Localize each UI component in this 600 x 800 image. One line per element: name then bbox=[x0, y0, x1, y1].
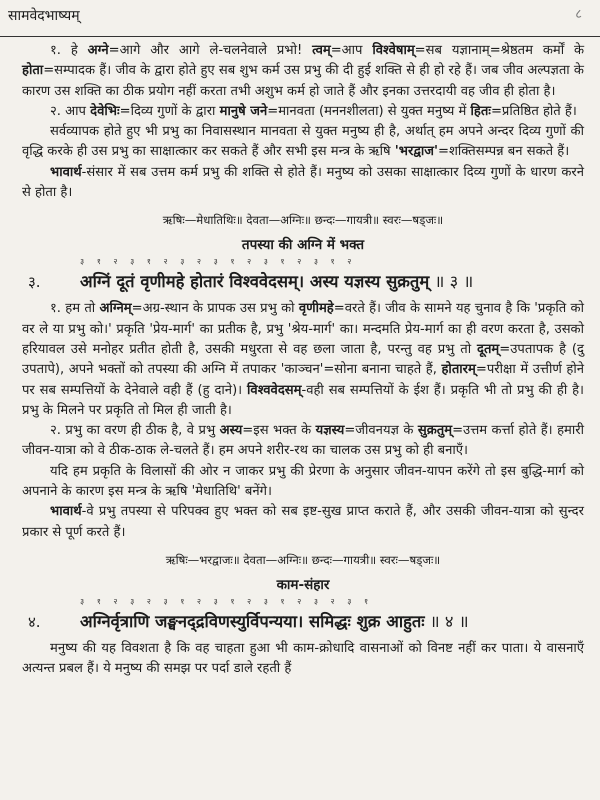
mantra-3 bbox=[22, 255, 584, 299]
paragraph-1: १. हे अग्ने=आगे और आगे ले-चलनेवाले प्रभो! त्वम्=आप विश्वेषाम्=सब यज्ञानाम्=श्रेष्ठतम कर्मों के होता=सम्पादक हैं। जीव के द्वारा होते हुए सब शुभ कर्म उस प्रभु की दी हुई शक्ति से ही हो रहे हैं। जब जीव अल्पज्ञता के कारण उस शक्ति का ठीक प्रयोग नहीं करता तभी अशुभ कर्म हो जाते हैं और इनका उत्तरदायी वह जीव ही होता है। bbox=[22, 43, 585, 99]
section-heading-1: तपस्या की अग्नि में भक्त bbox=[241, 237, 365, 254]
running-title: सामवेदभाष्यम् bbox=[8, 8, 80, 24]
page-number: ८ bbox=[575, 7, 582, 22]
paragraph-6: २. प्रभु का वरण ही ठीक है, वे प्रभु अस्य=इस भक्त के यज्ञस्य=जीवनयज्ञ के सुक्रतुम्=उत्तम कर्त्ता होते हैं। हमारी जीवन-यात्रा को वे ठीक-ठाक ले-चलते हैं। हम अपने शरीर-रथ का चालक उस प्रभु को ही बनाएँ। bbox=[22, 423, 585, 459]
bhavartha-2: भावार्थ-वे प्रभु तपस्या से परिपक्व हुए भक्त को सब इष्ट-सुख प्राप्त कराते हैं, और उसकी जीवन-यात्रा को सुन्दर प्रकार से पूर्ण करते हैं। bbox=[22, 504, 584, 540]
section-heading-2: काम-संहार bbox=[276, 576, 330, 593]
mantra-text: अग्निं दूतं वृणीमहे होतारं विश्ववेदसम्। अस्य यज्ञस्य सुक्रतुम् ॥ ३ ॥ bbox=[80, 272, 474, 292]
mantra-number: ४. bbox=[28, 612, 41, 631]
page-header bbox=[0, 0, 600, 37]
paragraph-2: २. आप देवेभिः=दिव्य गुणों के द्वारा मानुषे जने=मानवता (मननशीलता) से युक्त मनुष्य में हितः=प्रतिष्ठित होते हैं। bbox=[50, 103, 577, 119]
mantra-number: ३. bbox=[28, 273, 41, 292]
bhavartha-1: भावार्थ-संसार में सब उत्तम कर्म प्रभु की शक्ति से होते हैं। मनुष्य को उसका साक्षात्कार दिव्य गुणों के धारण करने से होता है। bbox=[22, 164, 584, 201]
mantra-text: अग्निर्वृत्राणि जङ्घनद्द्रविणस्युर्विपन्यया। समिद्धः शुक्र आहुतः ॥ ४ ॥ bbox=[80, 611, 469, 631]
mantra-4 bbox=[22, 595, 584, 639]
paragraph-9: मनुष्य की यह विवशता है कि वह चाहता हुआ भी काम-क्रोधादि वासनाओं को विनष्ट नहीं कर पाता। ये वासनाएँ अत्यन्त प्रबल हैं। ये मनुष्य की समझ पर पर्दा डाले रहती हैं bbox=[22, 640, 584, 677]
svara-marks: ३ १ २ ३ २ ३ १ २ ३ १ २ ३ १ २ ३ २ ३ १ bbox=[80, 596, 374, 606]
paragraph-3: सर्वव्यापक होते हुए भी प्रभु का निवासस्थान मानवता से युक्त मनुष्य ही है, अर्थात् हम अपने अन्दर दिव्य गुणों की वृद्धि करके ही उस प्रभु का साक्षात्कार कर सकते हैं और सभी इस मन्त्र के ऋषि 'भरद्वाज'=शक्तिसम्पन्न बन सकते हैं। bbox=[22, 124, 584, 160]
rishi-devata-line-2: ऋषिः—भरद्वाजः॥ देवता—अग्निः॥ छन्दः—गायत्री॥ स्वरः—षड्जः॥ bbox=[165, 552, 441, 567]
rishi-devata-line-1: ऋषिः—मेधातिथिः॥ देवता—अग्निः॥ छन्दः—गायत्री॥ स्वरः—षड्जः॥ bbox=[162, 213, 444, 228]
svara-marks: ३ १ २ ३ १ २ ३ २ ३ १ २ ३ १ २ ३ १ २ bbox=[80, 257, 357, 267]
paragraph-5: १. हम तो अग्निम्=अग्र-स्थान के प्रापक उस प्रभु को वृणीमहे=वरते हैं। जीव के सामने यह चुनाव है कि 'प्रकृति को वर ले या प्रभु को।' प्रकृति 'प्रेय-मार्ग' का प्रतीक है, प्रभु 'श्रेय-मार्ग' का। मन्दमति प्रेय-मार्ग का ही वरण करता है, उसको हरियावल उसे मनोहर प्रतीत होती है, उसकी मधुरता से वह छला जाता है, परन्तु वह प्रभु तो दूतम्=उपतापक है (दु उपतापे), अपने भक्तों को तपस्या की अग्नि में तपाकर 'काञ्चन'=सोना बनाना चाहते हैं, होतारम्=परीक्षा में उत्तीर्ण होने पर सब सम्पत्तियों के देनेवाले वही हैं (हु दाने)। विश्ववेदसम्-वही सब सम्पत्तियों के ईश हैं। प्रकृति भी तो प्रभु की ही है। प्रभु के मिलने पर प्रकृति तो मिल ही जाती है। bbox=[22, 301, 584, 418]
paragraph-7: यदि हम प्रकृति के विलासों की ओर न जाकर प्रभु की प्रेरणा के अनुसार जीवन-यापन करेंगे तो इस बुद्धि-मार्ग को अपनाने के कारण इस मन्त्र के ऋषि 'मेधातिथि' बनेंगे। bbox=[22, 463, 584, 500]
